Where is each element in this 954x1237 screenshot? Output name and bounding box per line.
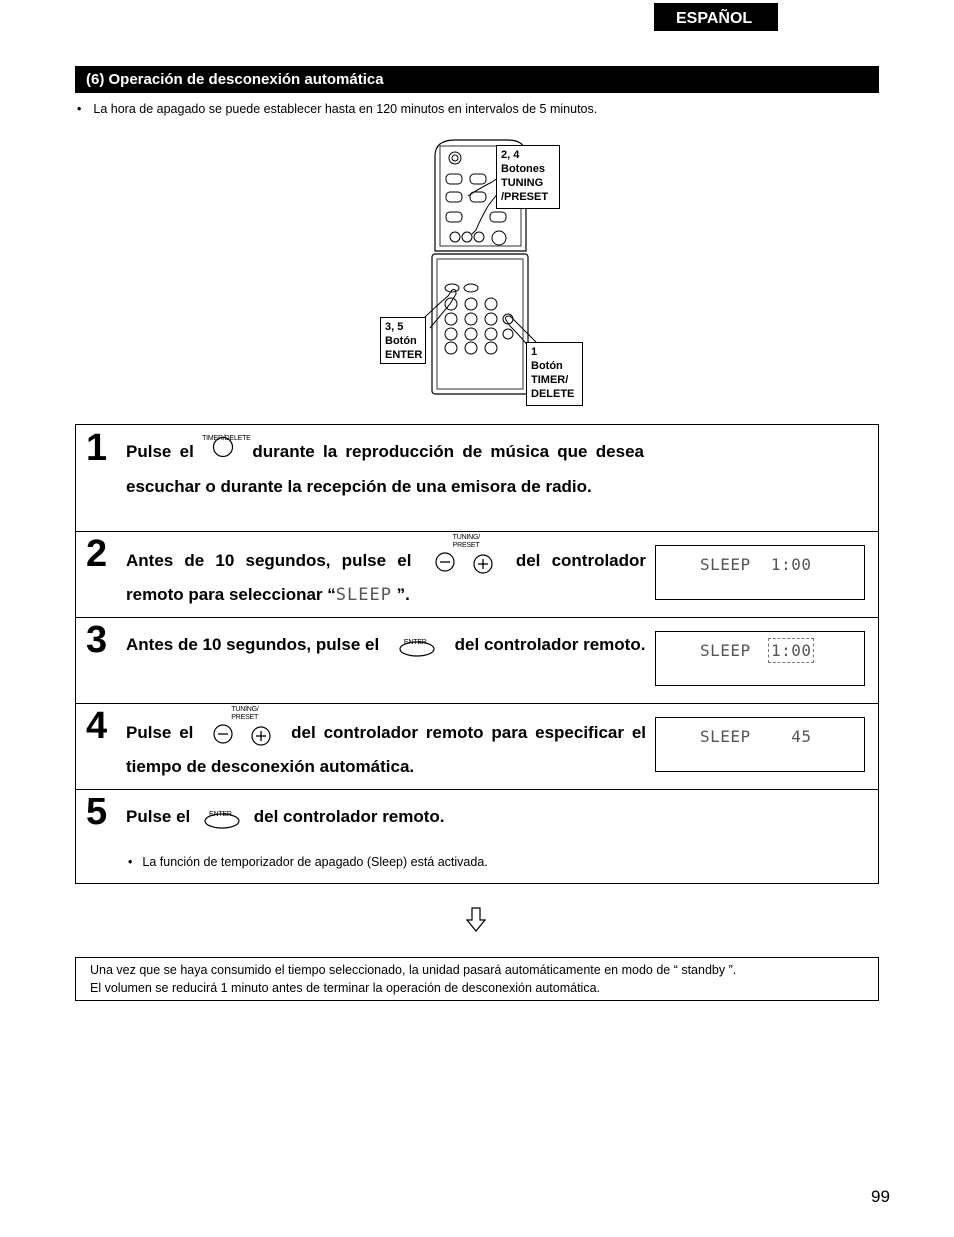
button-label: ENTER [209, 810, 232, 818]
step-text-part: del controlador remoto. [253, 807, 445, 826]
step-2 [76, 531, 878, 618]
step-number: 2 [86, 533, 108, 575]
section-title: (6) Operación de desconexión automática [75, 66, 879, 93]
step-5-text [126, 800, 726, 834]
tuning-preset-button-icon [433, 533, 495, 574]
step-text-part: del controlador remoto para seleccionar “ [126, 551, 647, 604]
lcd-blinking-value: 1:00 [770, 641, 812, 660]
step-2-text [126, 533, 647, 612]
step-text-part: ”. [391, 585, 410, 604]
step-text-part: del controlador remoto. [454, 635, 646, 654]
info-line: El volumen se reducirá 1 minuto antes de terminar la operación de desconexión automática. [90, 981, 601, 995]
step-1 [76, 425, 878, 532]
step-number: 5 [86, 791, 108, 833]
callout-tuning-preset: 2, 4 Botones TUNING /PRESET [496, 145, 560, 209]
tuning-preset-button-icon [211, 705, 273, 746]
timer-delete-button-icon [202, 434, 251, 470]
step-5-note-text: La función de temporizador de apagado (Sleep) está activada. [142, 855, 488, 869]
step-text-part: Pulse el [126, 807, 191, 826]
button-label: ENTER [403, 638, 427, 646]
step-text-part: Antes de 10 segundos, pulse el [126, 635, 380, 654]
step-5 [76, 789, 878, 883]
button-label: TIMER/DELETE [202, 434, 251, 442]
step-text-part: Pulse el [126, 723, 194, 742]
minus-button-icon [436, 553, 454, 571]
steps-box [75, 424, 879, 884]
lcd-label: SLEEP [700, 641, 751, 660]
step-3-text [126, 628, 646, 662]
step-text-part: durante la reproducción de música que desea escuchar o durante la recepción de una emisora de radio. [126, 442, 644, 496]
plus-button-icon [252, 727, 270, 745]
enter-button-icon [203, 808, 241, 828]
button-label: TUNING/ PRESET [231, 705, 259, 721]
step-4 [76, 703, 878, 790]
step-text-part: Antes de 10 segundos, pulse el [126, 551, 412, 570]
step-5-note: • La función de temporizador de apagado (Sleep) está activada. [128, 855, 488, 869]
info-box [75, 957, 879, 1001]
step-4-text [126, 705, 647, 784]
plus-button-icon [474, 555, 492, 573]
lcd-display: SLEEP 1:00 [655, 545, 865, 600]
lcd-display [655, 631, 865, 686]
enter-button-icon [398, 636, 436, 656]
down-arrow-icon [466, 907, 486, 938]
step-number: 4 [86, 705, 108, 747]
display-word: SLEEP [335, 585, 392, 605]
step-text-part: del controlador remoto para especificar el tiempo de desconexión automática. [126, 723, 647, 776]
remote-control-illustration [380, 136, 590, 411]
step-1-text [126, 435, 644, 504]
callout-timer-delete: 1 Botón TIMER/ DELETE [526, 342, 583, 406]
lcd-display: SLEEP 45 [655, 717, 865, 772]
step-number: 3 [86, 619, 108, 661]
step-text-part: Pulse el [126, 442, 194, 461]
step-number: 1 [86, 427, 108, 469]
language-tab: ESPAÑOL [654, 3, 778, 31]
minus-button-icon [214, 725, 232, 743]
intro-bullet-text: La hora de apagado se puede establecer hasta en 120 minutos en intervalos de 5 minutos. [93, 102, 598, 116]
intro-bullet: • La hora de apagado se puede establecer hasta en 120 minutos en intervalos de 5 minutos. [77, 102, 598, 116]
callout-enter: 3, 5 Botón ENTER [380, 317, 426, 364]
info-line: Una vez que se haya consumido el tiempo seleccionado, la unidad pasará automáticamente en modo de “ standby ”. [90, 963, 737, 977]
step-3 [76, 617, 878, 704]
button-label: TUNING/ PRESET [452, 533, 481, 549]
page-number: 99 [871, 1187, 890, 1206]
